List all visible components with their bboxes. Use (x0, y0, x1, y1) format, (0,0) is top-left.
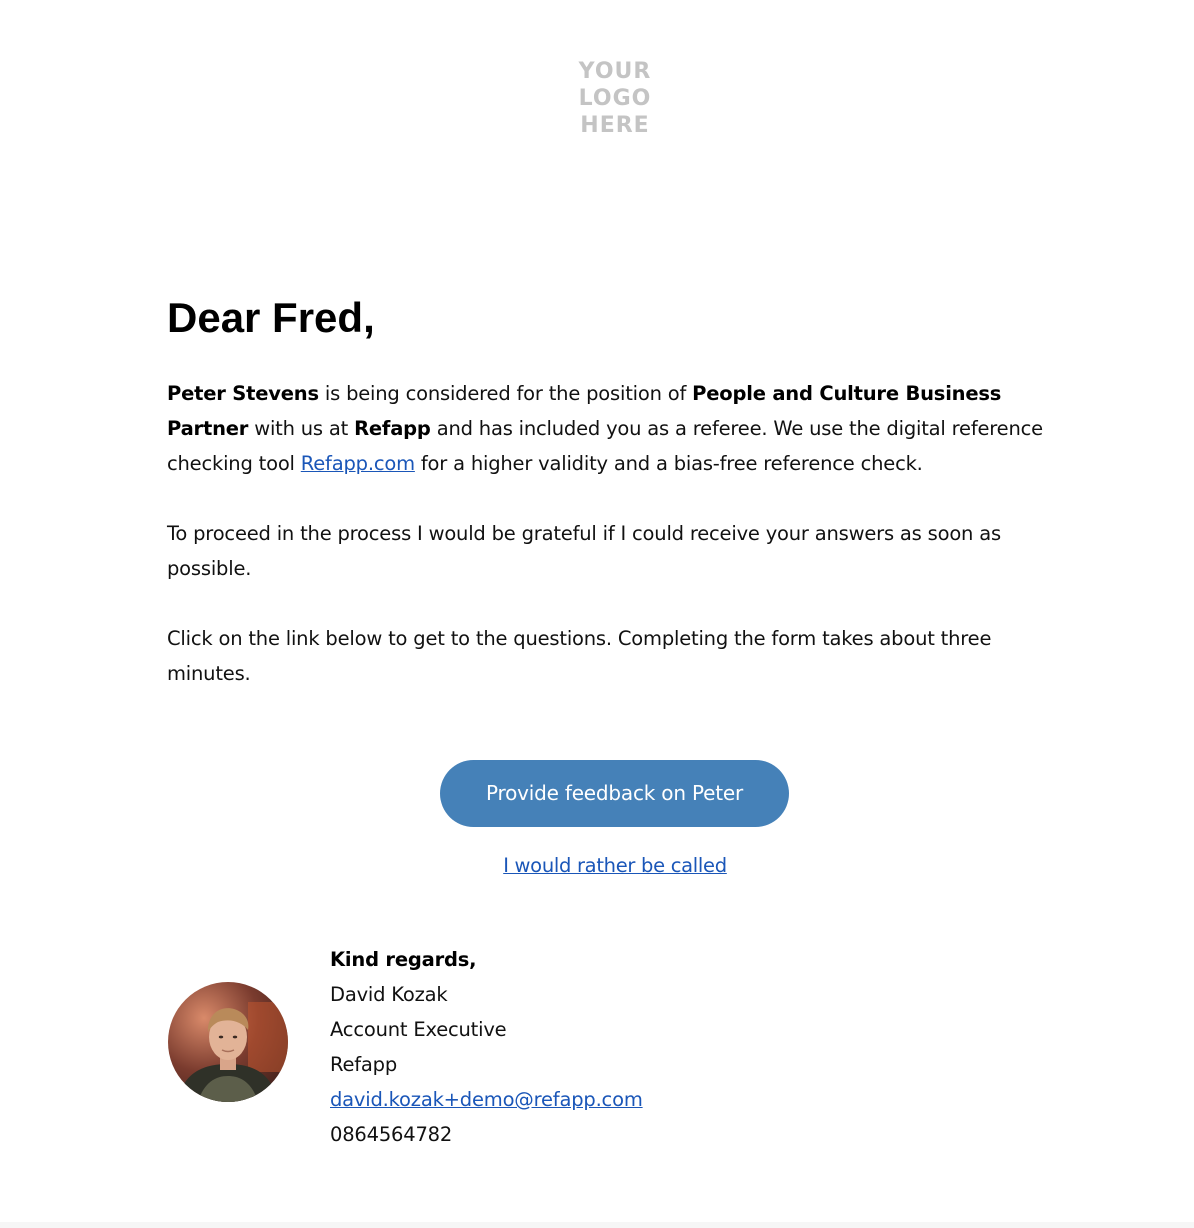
signature-block (330, 942, 830, 1152)
provide-feedback-button[interactable]: Provide feedback on Peter (440, 760, 789, 827)
signature-name: David Kozak (330, 983, 448, 1006)
logo-line-2: LOGO (578, 86, 652, 111)
signature-phone: 0864564782 (330, 1123, 453, 1146)
logo-line-1: YOUR (578, 59, 652, 84)
cta-container (440, 760, 789, 827)
company-name: Refapp (354, 417, 431, 440)
logo-placeholder (570, 58, 660, 139)
greeting-heading: Dear Fred, (167, 294, 375, 341)
rather-be-called-link[interactable]: I would rather be called (503, 854, 727, 877)
signature-email-link[interactable]: david.kozak+demo@refapp.com (330, 1088, 643, 1111)
signature-regards: Kind regards, (330, 948, 477, 971)
footer-strip (0, 1222, 1194, 1228)
intro-text-2: with us at (248, 417, 355, 440)
intro-paragraph (167, 376, 1047, 481)
refapp-link[interactable]: Refapp.com (300, 452, 415, 475)
proceed-paragraph: To proceed in the process I would be grateful if I could receive your answers as soon as possible. (167, 522, 1001, 580)
email-body (167, 290, 1047, 726)
instructions-paragraph: Click on the link below to get to the questions. Completing the form takes about three minutes. (167, 627, 992, 685)
avatar (168, 982, 288, 1102)
signature-title: Account Executive (330, 1018, 507, 1041)
intro-text-1: is being considered for the position of (318, 382, 693, 405)
intro-text-4: for a higher validity and a bias-free reference check. (414, 452, 923, 475)
intro-text-3: and has included you as a referee. We use the digital reference checking tool (167, 417, 1043, 475)
position-name: People and Culture Business Partner (167, 382, 1002, 440)
candidate-name: Peter Stevens (167, 382, 319, 405)
avatar-photo (168, 982, 288, 1102)
signature-company: Refapp (330, 1053, 398, 1076)
logo-line-3: HERE (580, 113, 650, 138)
